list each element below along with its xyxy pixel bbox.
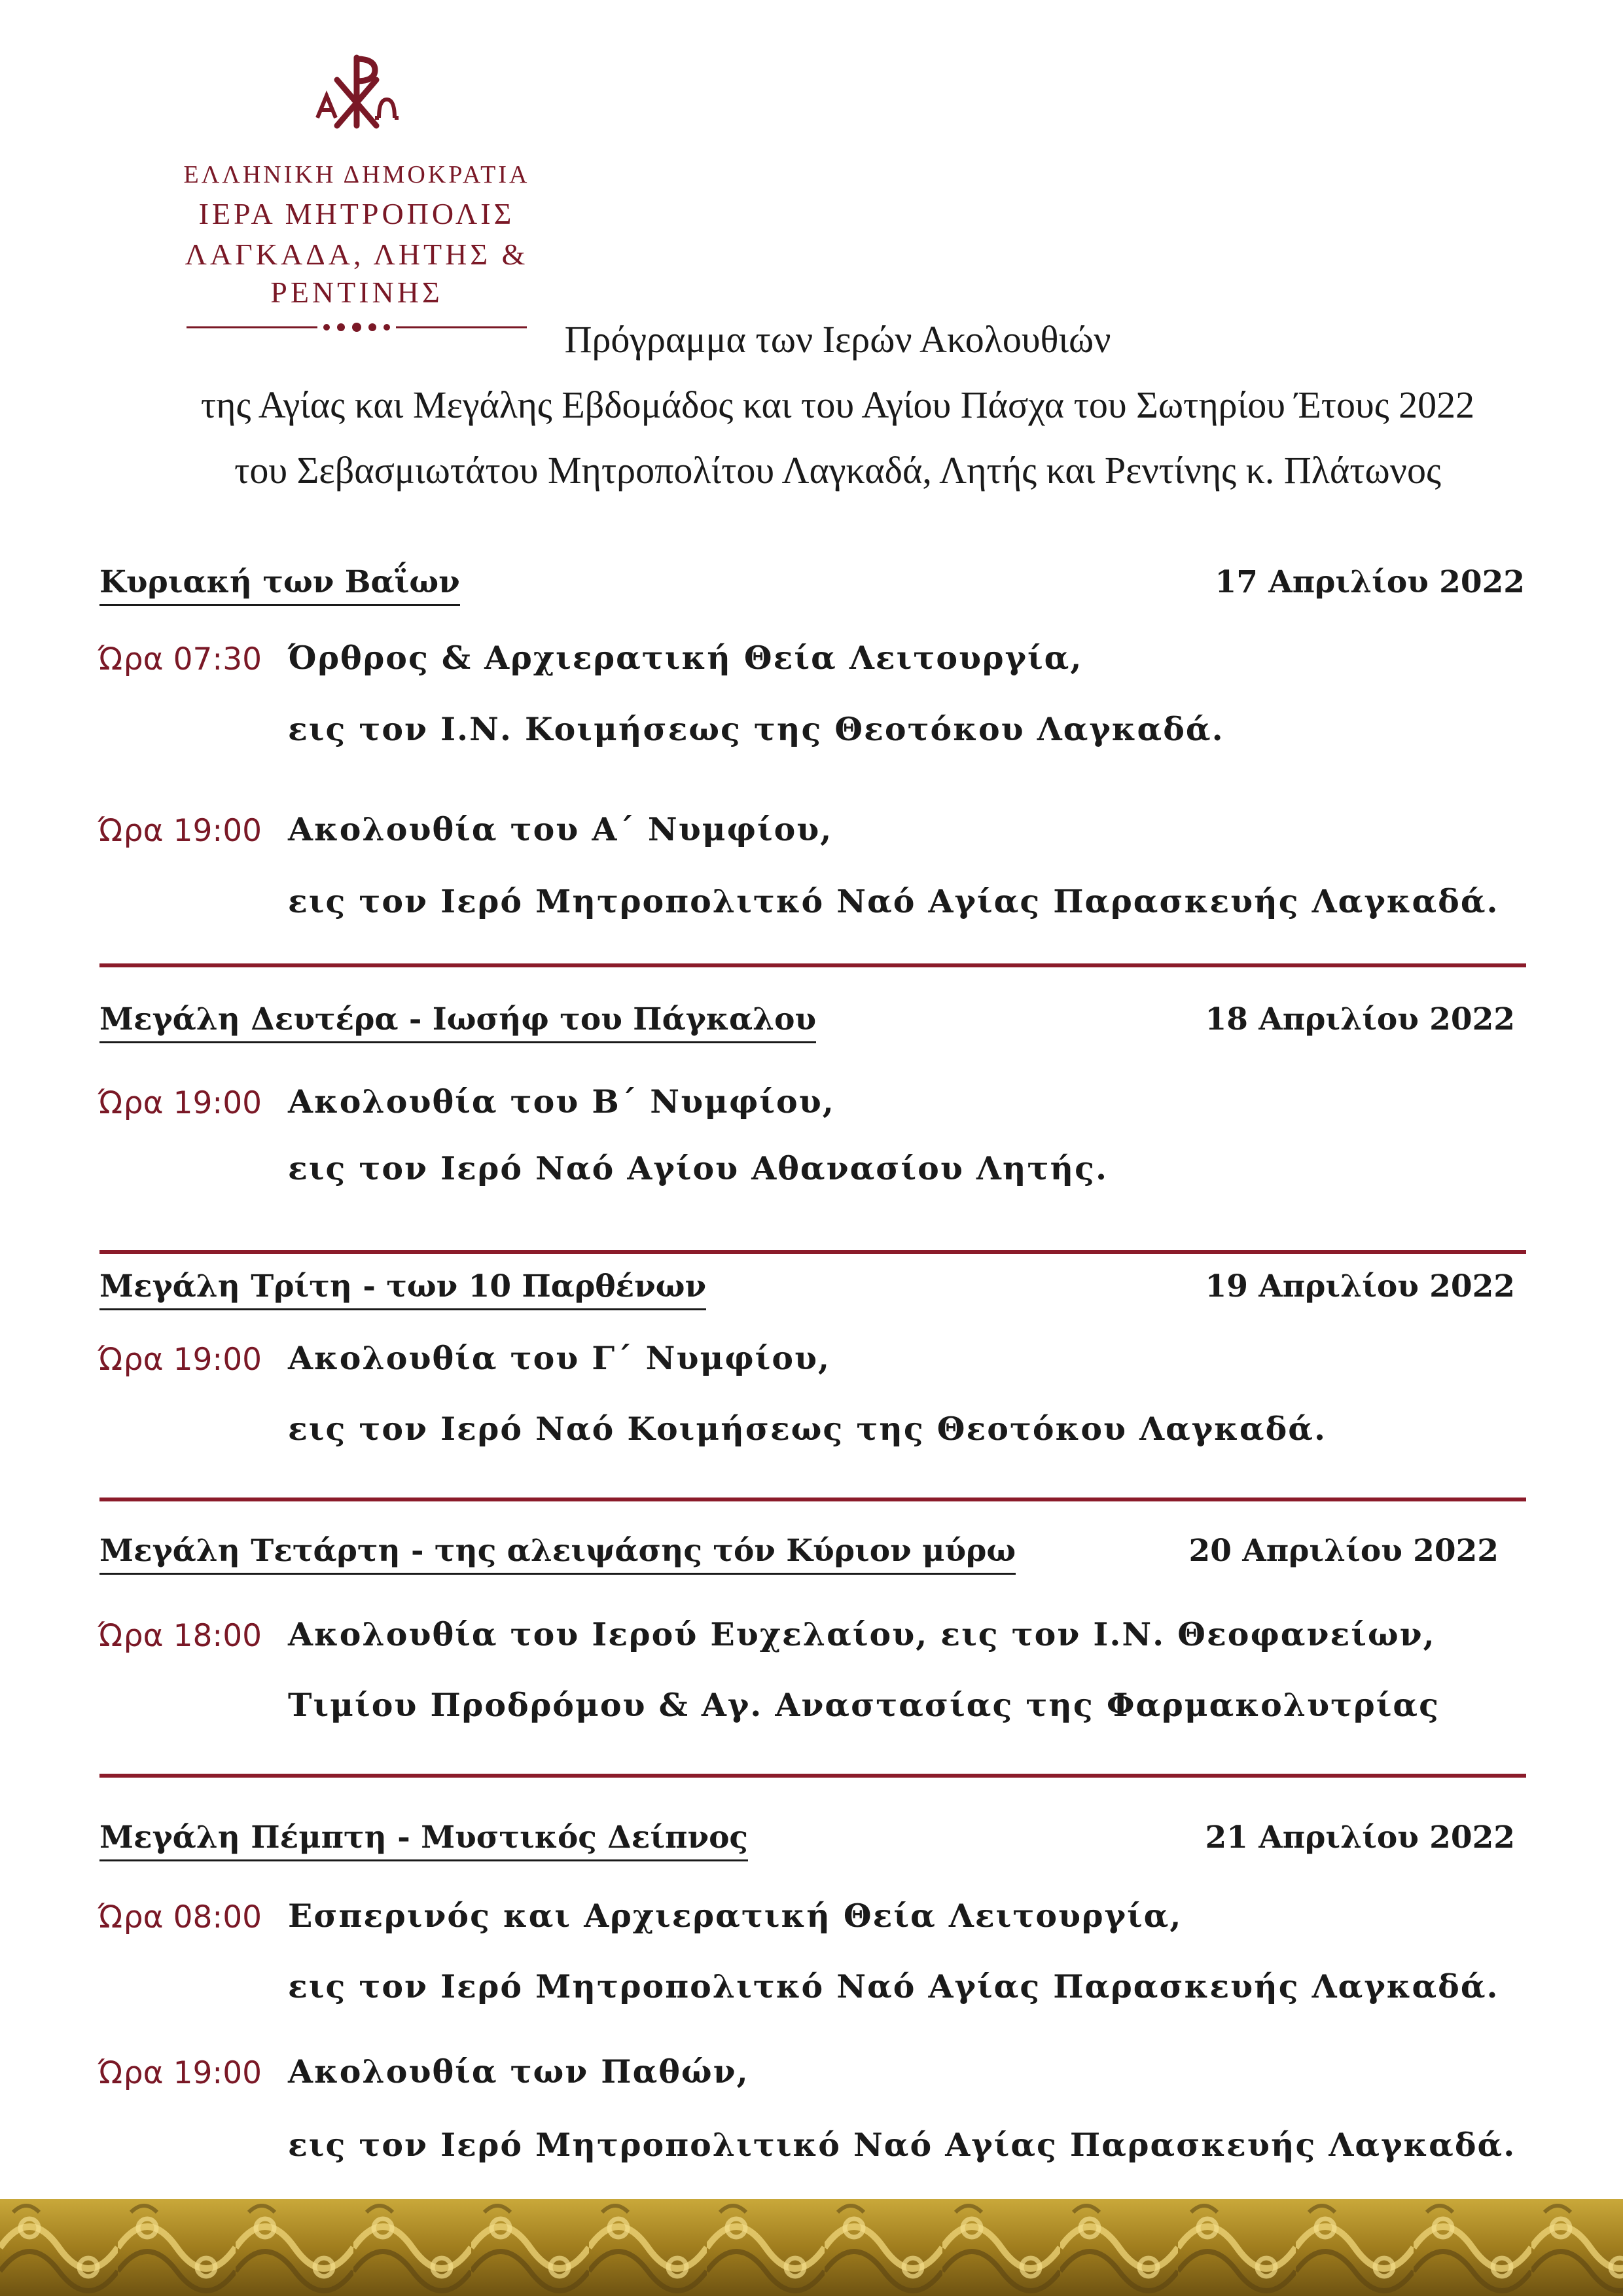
service-line-2: εις τον Ιερό Μητροπολιτικό Ναό Αγίας Παρασκευής Λαγκαδά. [288, 2126, 1516, 2164]
service-time: Ώρα 18:00 [98, 1618, 262, 1654]
service-line-2: Τιμίου Προδρόμου & Αγ. Αναστασίας της Φαρμακολυτρίας [288, 1686, 1440, 1724]
chi-rho-alpha-omega-icon [311, 52, 402, 131]
section-divider [99, 963, 1526, 967]
service-line-1: Ακολουθία του Α΄ Νυμφίου, [288, 810, 833, 848]
title-line-1: Πρόγραμμα των Ιερών Ακολουθιών [564, 318, 1111, 361]
section-date: 20 Απριλίου 2022 [1188, 1533, 1499, 1569]
section-date: 21 Απριλίου 2022 [1205, 1820, 1515, 1856]
title-line-2: της Αγίας και Μεγάλης Εβδομάδος και του Αγίου Πάσχα του Σωτηρίου Έτους 2022 [200, 384, 1475, 426]
section-name: Μεγάλη Τρίτη - των 10 Παρθένων [99, 1268, 706, 1310]
section-name: Μεγάλη Τετάρτη - της αλειψάσης τόν Κύριον μύρω [99, 1533, 1016, 1575]
section-divider [99, 1498, 1526, 1501]
section-name: Μεγάλη Δευτέρα - Ιωσήφ του Πάγκαλου [99, 1001, 816, 1043]
service-line-2: εις τον Ι.Ν. Κοιμήσεως της Θεοτόκου Λαγκαδά. [288, 710, 1224, 748]
service-time: Ώρα 19:00 [98, 1085, 262, 1121]
section-date: 17 Απριλίου 2022 [1215, 564, 1525, 600]
title-line-3: του Σεβασμιωτάτου Μητροπολίτου Λαγκαδά, Λητής και Ρεντίνης κ. Πλάτωνος [234, 449, 1441, 492]
service-time: Ώρα 08:00 [98, 1899, 262, 1935]
service-line-2: εις τον Ιερό Ναό Κοιμήσεως της Θεοτόκου Λαγκαδά. [288, 1410, 1327, 1448]
service-time: Ώρα 19:00 [98, 2055, 262, 2091]
org-line-2: ΙΕΡΑ ΜΗΤΡΟΠΟΛΙΣ [198, 197, 515, 230]
gold-ornamental-pattern-icon [0, 2199, 1623, 2296]
org-line-1: ΕΛΛΗΝΙΚΗ ΔΗΜΟΚΡΑΤΙΑ [183, 161, 530, 188]
service-line-1: Ακολουθία του Ιερού Ευχελαίου, εις τον Ι.Ν. Θεοφανείων, [288, 1615, 1436, 1653]
section-name: Μεγάλη Πέμπτη - Μυστικός Δείπνος [99, 1820, 748, 1861]
service-time: Ώρα 19:00 [98, 813, 262, 849]
service-time: Ώρα 19:00 [98, 1342, 262, 1378]
org-line-3: ΛΑΓΚΑΔΑ, ΛΗΤΗΣ & ΡΕΝΤΙΝΗΣ [185, 238, 529, 309]
service-time: Ώρα 07:30 [98, 641, 262, 677]
section-divider [99, 1774, 1526, 1778]
section-date: 18 Απριλίου 2022 [1205, 1001, 1515, 1037]
service-line-1: Ακολουθία των Παθών, [288, 2053, 749, 2090]
service-line-1: Ακολουθία του Β΄ Νυμφίου, [288, 1083, 835, 1121]
section-divider [99, 1250, 1526, 1254]
service-line-2: εις τον Ιερό Μητροπολιτκό Ναό Αγίας Παρασκευής Λαγκαδά. [288, 882, 1499, 920]
section-name: Κυριακή των Βαΐων [99, 564, 460, 606]
metropolis-logo [98, 52, 615, 334]
service-line-1: Ακολουθία του Γ΄ Νυμφίου, [288, 1339, 831, 1377]
service-line-2: εις τον Ιερό Μητροπολιτκό Ναό Αγίας Παρασκευής Λαγκαδά. [288, 1967, 1499, 2005]
service-line-2: εις τον Ιερό Ναό Αγίου Αθανασίου Λητής. [288, 1149, 1109, 1187]
service-line-1: Εσπερινός και Αρχιερατική Θεία Λειτουργία, [288, 1897, 1183, 1935]
section-date: 19 Απριλίου 2022 [1205, 1268, 1515, 1304]
service-line-1: Όρθρος & Αρχιερατική Θεία Λειτουργία, [288, 639, 1083, 677]
